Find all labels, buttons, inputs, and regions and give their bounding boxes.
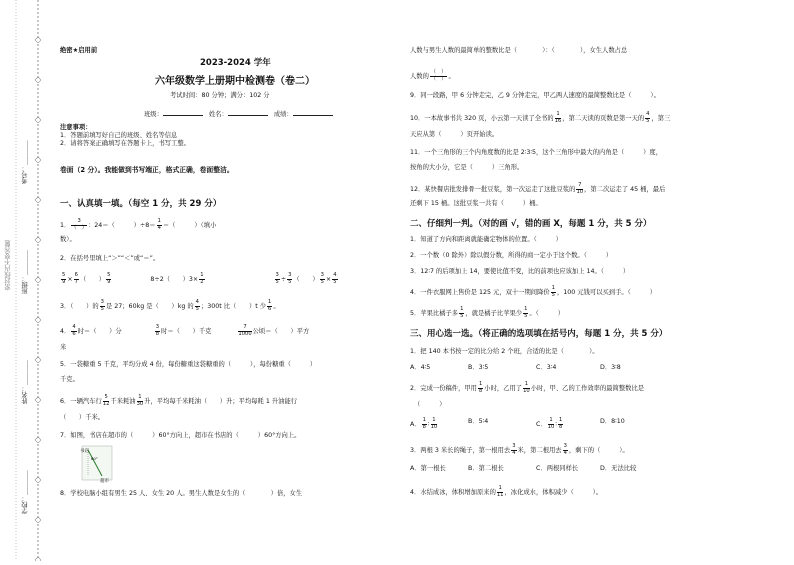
question-8-end: 人数的 $\frac{( )}{( )}$ 。 — [410, 69, 455, 82]
question-10: 10．一本故事书共 320 页，小云第一天读了全书的 $\frac{1}{16}$ ，第二天读的页数是第一天的 $\frac{4}{5}$ ，第三 — [410, 111, 671, 124]
score-label: 成绩： — [273, 111, 293, 118]
binding-hole — [36, 318, 41, 323]
neatness-note: 卷面（2 分）。我能做到书写端正，格式正确，卷面整洁。 — [60, 166, 234, 174]
question-1: 1． $\frac{3}{( )}$ ：24＝（ ）÷8＝ $\frac{1}{4}$ ＝（ ）（填小 — [60, 218, 217, 231]
choice-2: 2．完成一份稿件，甲用 $\frac{1}{8}$ 小时，乙用了 $\frac{1}{10}$ 小时，甲、乙的工作效率的最简整数比是 — [410, 381, 645, 394]
margin-label: 姓名：＿＿＿＿ — [22, 360, 29, 405]
question-4: 4． $\frac{4}{6}$ 时＝（ ）分 $\frac{3}{8}$ 时＝（ ）千克 $\frac{7}{1000}$ 公顷＝（ ）平方 — [60, 324, 310, 337]
binding-hole — [36, 198, 41, 203]
question-10-cont: 天应从第（ ）页开始读。 — [410, 131, 499, 138]
school-field[interactable] — [144, 109, 333, 119]
section-1-title: 一、认真填一填。（每空 1 分，共 29 分） — [60, 199, 222, 209]
map-angle-label: 60° — [91, 456, 98, 461]
question-2: 2．在括号里填上“＞”“＜”或“＝”。 — [60, 255, 160, 262]
page-title: 六年级数学上册期中检测卷（卷二） — [155, 76, 315, 87]
question-2-items: $\frac{5}{9}$ × $\frac{6}{7}$ （ ） $\frac{5}{9}$ 8÷2（ ）3× $\frac{1}{2}$ $\frac{3}{5}$ ÷ $\frac{3}{5}$ （ ） $\frac{3}{5}$ × $\frac{4}{5}$ — [62, 272, 337, 285]
judge-3: 3．12∶7 的后项加上 14，要使比值不变，比的前项也应该加上 14。（ ） — [410, 268, 630, 275]
margin-label: 班级：＿＿＿＿ — [22, 250, 29, 295]
question-4-cont: 米 — [60, 344, 67, 351]
choice-3: 3．两根 3 米长的绳子，第一根用去 $\frac{3}{4}$ 米，第二根用去 $\frac{3}{4}$ ，剩下的（ ）。 — [410, 443, 629, 456]
question-6-cont: （ ）千米。 — [60, 414, 105, 421]
section-3-title: 三、用心选一选。（将正确的选项填在括号内，每题 1 分，共 5 分） — [410, 329, 668, 339]
map-market-label: 超市 — [100, 479, 109, 484]
question-8: 8．学校电脑小组有男生 25 人、女生 20 人。男生人数是女生的（ ）倍，女生 — [60, 490, 303, 497]
school-label: 班级： — [144, 111, 163, 118]
binding-hole — [36, 278, 41, 283]
binding-hole — [36, 438, 41, 443]
map-bookstore-label: 书店 — [80, 449, 89, 454]
binding-hole — [36, 158, 41, 163]
binding-hole — [36, 518, 41, 523]
margin-label: 学校：＿＿＿＿ — [22, 470, 29, 515]
secret-label: 绝密★启用前 — [60, 47, 98, 54]
binding-hole — [36, 398, 41, 403]
choice-4: 4．水结成冰，体积增加原来的 $\frac{1}{11}$ ，冰化成水，体积减少（ ）。 — [410, 485, 603, 498]
judge-1: 1．知道了方向和距离就能确定物体的位置。（ ） — [410, 236, 562, 243]
question-6: 6．一辆汽车行 $\frac{5}{12}$ 千米耗油 $\frac{1}{30}$ 升，平均每千米耗油（ ）升；平均每耗 1 升油能行 — [60, 394, 298, 407]
binding-hole — [36, 118, 41, 123]
binding-hole — [36, 358, 41, 363]
question-5-cont: 千克。 — [60, 376, 79, 383]
direction-map — [78, 444, 118, 484]
binding-hole — [36, 38, 41, 43]
choice-1: 1．把 140 本书按一定的比分给 2 个班，合适的比是（ ）。 — [410, 348, 599, 355]
judge-5: 5．苹果比橘子多 $\frac{1}{5}$ ，就是橘子比苹果少 $\frac{1}{5}$ 。（ ） — [410, 306, 565, 319]
question-11: 11．一个三角形的三个内角度数的比是 2∶3∶5，这个三角形中最大的内角是（ ）度， — [410, 149, 662, 156]
binding-hole — [36, 78, 41, 83]
question-12-cont: 还剩下 15 桶。这批豆浆一共有（ ）桶。 — [410, 200, 542, 207]
column-divider — [400, 30, 401, 540]
question-8-cont: 人数与男生人数的最简单的整数比是（ ）：（ ），女生人数占总 — [410, 47, 628, 54]
judge-2: 2．一个数（0 除外）除以假分数，所得的商一定小于这个数。（ ） — [410, 252, 613, 259]
question-11-cont: 按角的大小分，它是（ ）三角形。 — [410, 164, 524, 171]
binding-hole — [36, 478, 41, 483]
margin-label: 考号：＿＿＿＿ — [22, 140, 29, 185]
question-3: 3．（ ）的 $\frac{3}{5}$ 是 27；60kg 是（ ）kg 的 $\frac{4}{5}$ ；300t 比（ ）t 少 $\frac{1}{6}$ 。 — [60, 299, 280, 312]
choice-2-cont: （ ） — [414, 401, 446, 408]
notes-item-1: 1．答题前填写好自己的班级、姓名等信息 — [60, 132, 178, 139]
binding-hole — [36, 238, 41, 243]
seal-line-text: 密封线内不要答题 — [5, 240, 12, 291]
question-1-cont: 数）。 — [60, 236, 76, 243]
question-5: 5．一袋糖重 5 千克，平均分成 4 份，每份糖重这袋糖重的（ ），每份糖重（ ） — [60, 361, 317, 368]
question-12: 12．某快餐店批发排骨一批豆浆，第一次运走了这批豆浆的 $\frac{7}{10}$ ，第二次运走了 45 桶，最后 — [410, 182, 666, 195]
judge-4: 4．一件衣服网上售价是 125 元，双十一期间降价 $\frac{1}{5}$ ，100 元钱可以买到手。（ ） — [410, 285, 657, 298]
section-2-title: 二、仔细判一判。（对的画 √，错的画 X，每题 1 分，共 5 分） — [410, 219, 652, 229]
question-7: 7．如图，书店在超市的（ ）60°方向上，超市在书店的（ ）60°方向上。 — [60, 432, 301, 439]
exam-year: 2023-2024 学年 — [200, 58, 271, 68]
notes-item-2: 2．请将答案正确填写在答题卡上，书写工整。 — [60, 140, 190, 147]
exam-info: 考试时间：80 分钟；满分：102 分 — [170, 92, 270, 99]
question-9: 9．同一段路，甲 6 分钟走完，乙 9 分钟走完，甲乙两人速度的最简整数比是（ ）。 — [410, 92, 660, 99]
name-label: 姓名： — [208, 111, 228, 118]
notes-title: 注意事项： — [60, 124, 92, 131]
